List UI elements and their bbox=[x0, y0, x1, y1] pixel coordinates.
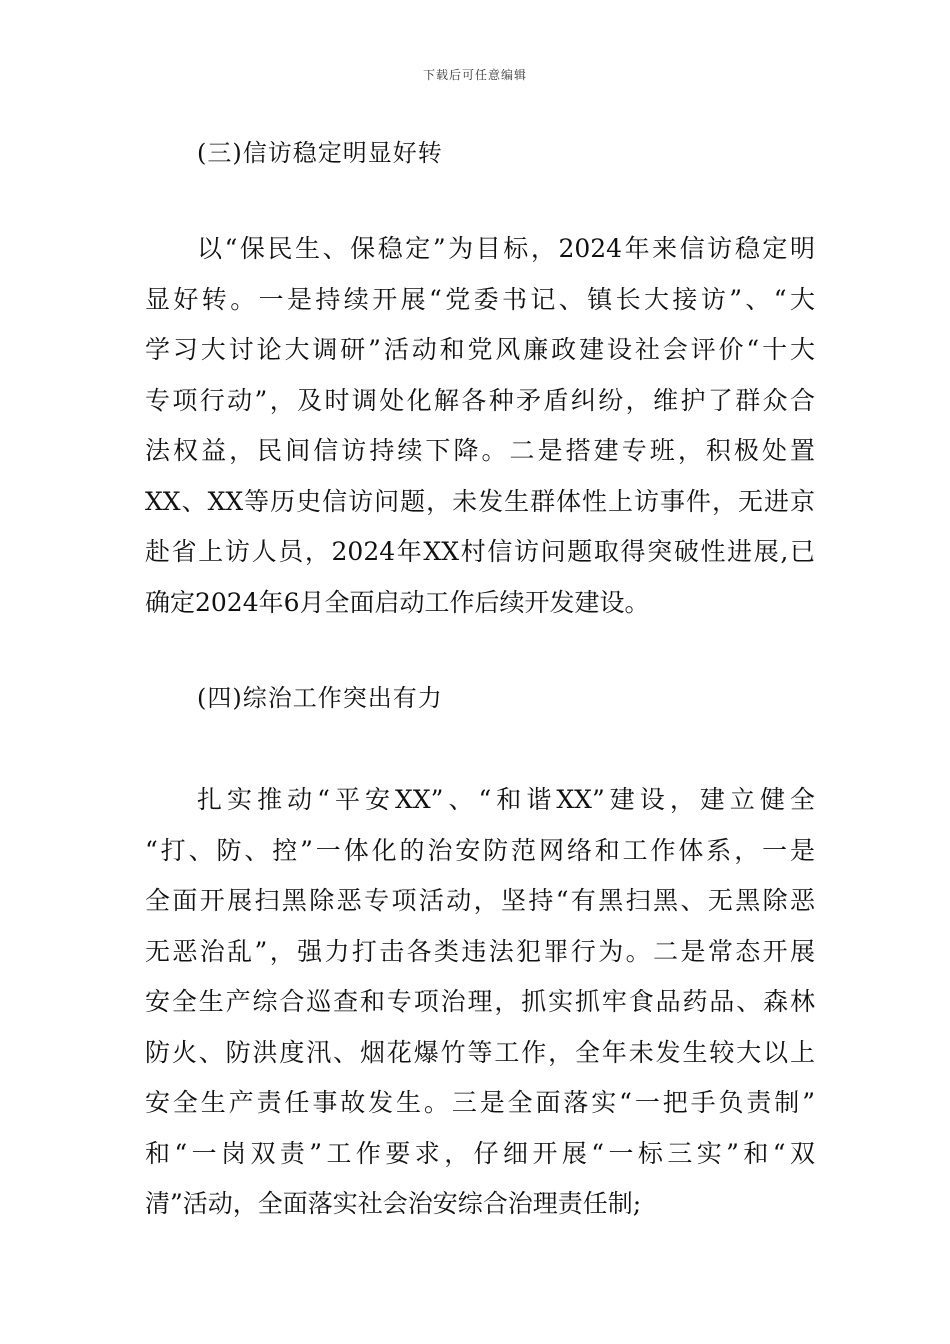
paragraph-line: 法权益，民间信访持续下降。二是搭建专班，积极处置 bbox=[145, 436, 815, 465]
paragraph-line: 清”活动，全面落实社会治安综合治理责任制; bbox=[145, 1189, 642, 1218]
section-heading-4: (四)综治工作突出有力 bbox=[197, 684, 443, 712]
paragraph-line: 赴省上访人员，2024年XX村信访问题取得突破性进展,已 bbox=[145, 537, 815, 566]
paragraph-line: 专项行动”，及时调处化解各种矛盾纠纷，维护了群众合 bbox=[145, 385, 815, 415]
paragraph-line: 和“一岗双责”工作要求，仔细开展“一标三实”和“双 bbox=[145, 1138, 815, 1168]
paragraph-comprehensive-governance bbox=[145, 775, 815, 1230]
paragraph-petition-stability bbox=[145, 224, 815, 628]
paragraph-line: 防火、防洪度汛、烟花爆竹等工作，全年未发生较大以上 bbox=[145, 1037, 815, 1067]
paragraph-line: 学习大讨论大调研”活动和党风廉政建设社会评价“十大 bbox=[145, 335, 815, 364]
paragraph-line: “打、防、控”一体化的治安防范网络和工作体系，一是 bbox=[145, 835, 815, 865]
paragraph-line: 全面开展扫黑除恶专项活动，坚持“有黑扫黑、无黑除恶 bbox=[145, 886, 815, 915]
paragraph-line: 以“保民生、保稳定”为目标，2024年来信访稳定明 bbox=[197, 234, 815, 263]
paragraph-line: 安全生产责任事故发生。三是全面落实“一把手负责制” bbox=[145, 1088, 815, 1117]
paragraph-line: 扎实推动“平安XX”、“和谐XX”建设，建立健全 bbox=[197, 785, 815, 814]
paragraph-line: 无恶治乱”，强力打击各类违法犯罪行为。二是常态开展 bbox=[145, 936, 815, 966]
paragraph-line: 安全生产综合巡查和专项治理，抓实抓牢食品药品、森林 bbox=[145, 987, 815, 1016]
section-heading-3: (三)信访稳定明显好转 bbox=[197, 139, 443, 167]
header-note: 下载后可任意编辑 bbox=[422, 68, 527, 82]
paragraph-line: 确定2024年6月全面启动工作后续开发建设。 bbox=[145, 587, 650, 617]
paragraph-line: 显好转。一是持续开展“党委书记、镇长大接访”、“大 bbox=[145, 284, 815, 314]
paragraph-line: XX、XX等历史信访问题，未发生群体性上访事件，无进京 bbox=[145, 486, 815, 516]
